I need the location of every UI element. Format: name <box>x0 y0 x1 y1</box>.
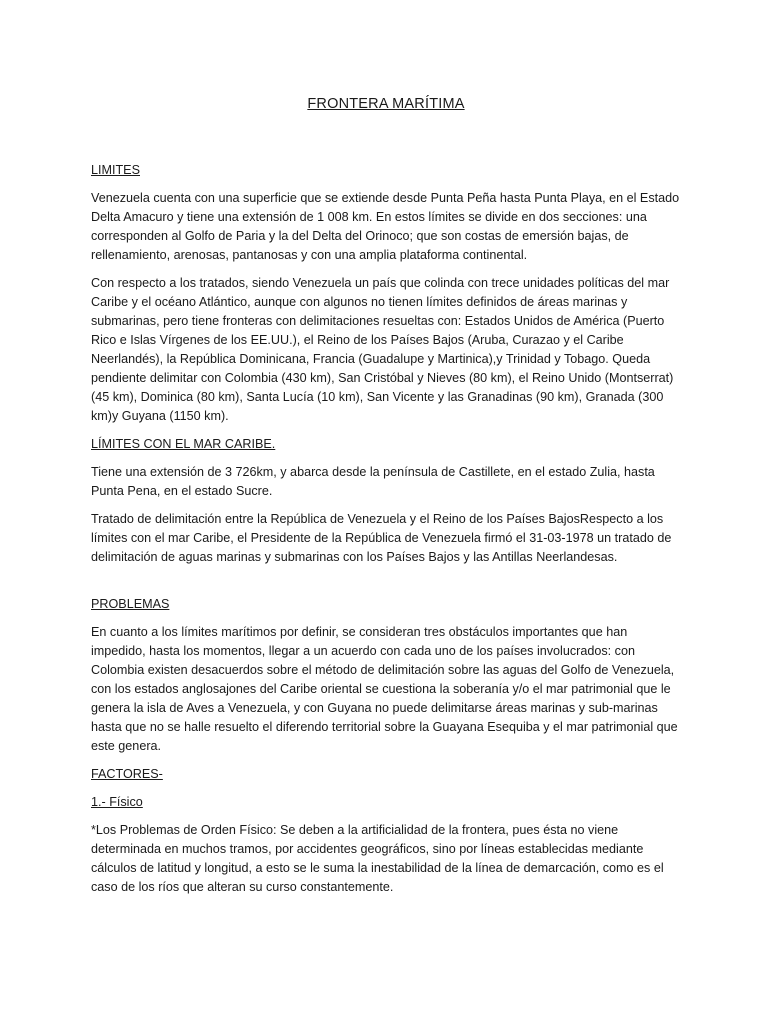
document-title: FRONTERA MARÍTIMA <box>307 96 465 112</box>
section-heading-mar-caribe: LÍMITES CON EL MAR CARIBE. <box>91 437 276 451</box>
section-heading-problemas: PROBLEMAS <box>91 597 170 611</box>
paragraph-fisico-1: *Los Problemas de Orden Físico: Se deben a la artificialidad de la frontera, pues ésta no viene determinada en muchos tramos, por accidentes geográficos, sino por líneas establecidas mediante cálculos de latitud y longitud, a esto se le suma la inestabilidad de la línea de demarcación, como es el caso de los ríos que alteran su curso constantemente. <box>91 823 664 894</box>
paragraph-limites-1: Venezuela cuenta con una superficie que se extiende desde Punta Peña hasta Punta Playa, en el Estado Delta Amacuro y tiene una extensión de 1 008 km. En estos límites se divide en dos secciones: una corresponden al Golfo de Paria y la del Delta del Orinoco; que son costas de emersión bajas, de rellenamiento, arenosas, pantanosas y con una amplia plataforma continental. <box>91 191 680 262</box>
paragraph-caribe-1: Tiene una extensión de 3 726km, y abarca desde la península de Castillete, en el estado Zulia, hasta Punta Pena, en el estado Sucre. <box>91 465 655 498</box>
blank-line <box>91 576 681 595</box>
document-body <box>91 161 681 906</box>
section-heading-factores: FACTORES- <box>91 767 163 781</box>
paragraph-problemas-1: En cuanto a los límites marítimos por definir, se consideran tres obstáculos importantes que han impedido, hasta los momentos, llegar a un acuerdo con cada uno de los países involucrados: con Colombia existen desacuerdos sobre el método de delimitación sobre las aguas del Golfo de Venezuela, con los estados anglosajones del Caribe oriental se cuestiona la soberanía y/o el mar patrimonial que le genera la isla de Aves a Venezuela, y con Guyana no puede delimitarse áreas marinas y sub-marinas hasta que no se halle resuelto el diferendo territorial sobre la Guayana Esequiba y el mar patrimonial que este genera. <box>91 625 678 753</box>
subsection-heading-fisico: 1.- Físico <box>91 795 143 809</box>
section-heading-limites: LIMITES <box>91 163 140 177</box>
paragraph-caribe-2: Tratado de delimitación entre la República de Venezuela y el Reino de los Países BajosRespecto a los límites con el mar Caribe, el Presidente de la República de Venezuela firmó el 31-03-1978 un tratado de delimitación de aguas marinas y submarinas con los Países Bajos y las Antillas Neerlandesas. <box>91 512 672 564</box>
paragraph-limites-2: Con respecto a los tratados, siendo Venezuela un país que colinda con trece unidades políticas del mar Caribe y el océano Atlántico, aunque con algunos no tienen límites definidos de áreas marinas y submarinas, pero tiene fronteras con delimitaciones resueltas con: Estados Unidos de América (Puerto Rico e Islas Vírgenes de los EE.UU.), el Reino de los Países Bajos (Aruba, Curazao y el Caribe Neerlandés), la República Dominicana, Francia (Guadalupe y Martinica),y Trinidad y Tobago. Queda pendiente delimitar con Colombia (430 km), San Cristóbal y Nieves (80 km), el Reino Unido (Montserrat) (45 km), Dominica (80 km), Santa Lucía (10 km), San Vicente y las Granadinas (90 km), Granada (300 km)y Guyana (1150 km). <box>91 276 674 423</box>
